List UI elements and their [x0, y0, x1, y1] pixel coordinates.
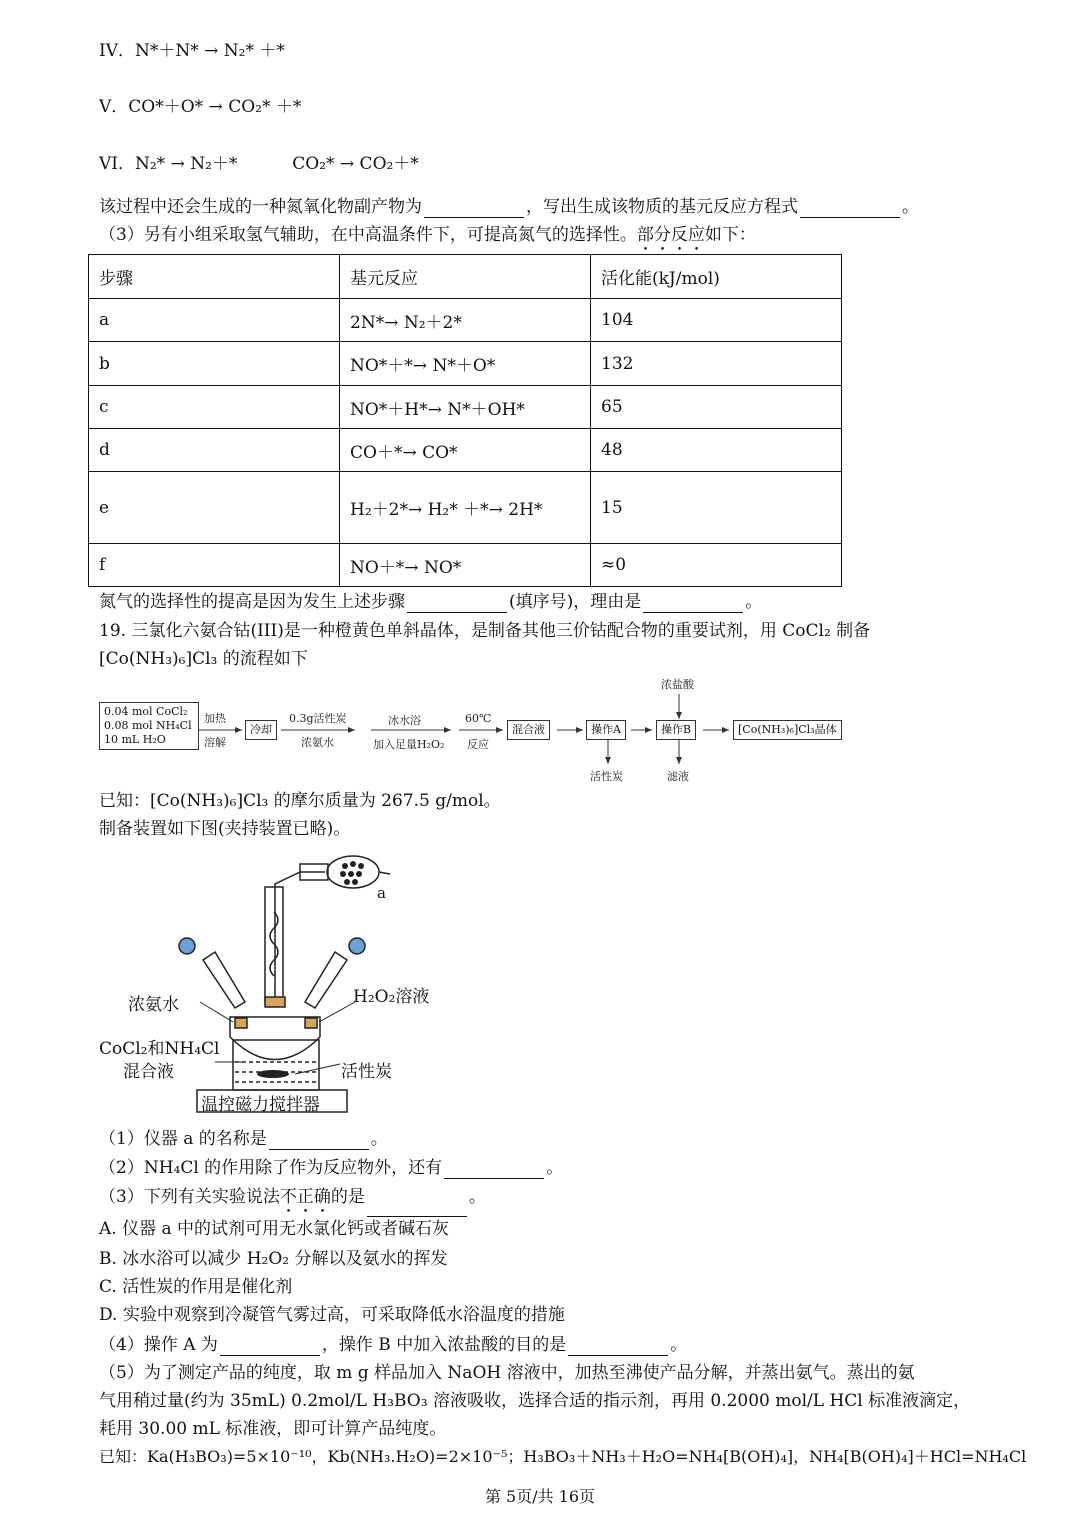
th-step: 步骤: [89, 255, 340, 299]
q3-ans-a: 氮气的选择性的提高是因为发生上述步骤: [99, 592, 405, 612]
q2-text: （2）NH₄Cl 的作用除了作为反应物外，还有: [99, 1158, 443, 1178]
cell-energy: 132: [591, 342, 842, 386]
cell-energy: 48: [591, 429, 842, 472]
q3b-line: （3）下列有关实验说法不正确的是 。: [99, 1186, 486, 1217]
q3-intro-a: （3）另有小组采取氢气辅助，在中高温条件下，可提高氮气的选择性。: [99, 225, 637, 245]
label-a: a: [377, 884, 386, 902]
th-reaction: 基元反应: [340, 255, 591, 299]
cell-energy: 104: [591, 299, 842, 342]
byproduct-q-a: 该过程中还会生成的一种氮氧化物副产物为: [99, 197, 422, 217]
q1-line: （1）仪器 a 的名称是 。: [99, 1129, 388, 1149]
cell-reaction: H₂＋2*→ H₂* ＋*→ 2H*: [340, 472, 591, 544]
cell-reaction: NO＋*→ NO*: [340, 544, 591, 587]
label-stirrer: 温控磁力搅拌器: [201, 1095, 320, 1115]
answer-blank[interactable]: [220, 1339, 320, 1356]
answer-blank[interactable]: [643, 596, 743, 613]
q3b-a: （3）下列有关实验说法: [99, 1187, 280, 1207]
step-vi: [99, 153, 419, 175]
q1-text: （1）仪器 a 的名称是: [99, 1129, 267, 1149]
cell-reaction: NO*＋H*→ N*＋OH*: [340, 386, 591, 429]
box-opB: 操作B: [656, 720, 696, 740]
cell-reaction: NO*＋*→ N*＋O*: [340, 342, 591, 386]
cell-energy: 15: [591, 472, 842, 544]
arrow2-bot: 浓氨水: [301, 736, 334, 749]
table-row: [89, 429, 842, 472]
cell-step: f: [89, 544, 340, 587]
th-energy: 活化能(kJ/mol): [591, 255, 842, 299]
known-molar-mass: 已知：[Co(NH₃)₆]Cl₃ 的摩尔质量为 267.5 g/mol。: [99, 791, 501, 811]
label-ammonia: 浓氨水: [128, 995, 179, 1015]
start-1: 0.04 mol CoCl₂: [104, 705, 188, 718]
q3-intro-emph: 部分反应: [636, 225, 705, 245]
q3-intro-c: 如下：: [704, 225, 756, 245]
label-filtrate: 滤液: [667, 770, 689, 783]
q5-line1: （5）为了测定产品的纯度，取 m g 样品加入 NaOH 溶液中，加热至沸使产品分解，并蒸出氨气。蒸出的氨: [99, 1363, 915, 1383]
table-header-row: [89, 255, 842, 299]
label-carbon: 活性炭: [590, 770, 623, 783]
step-v: V．CO*＋O* → CO₂* ＋*: [99, 97, 302, 117]
table-row: [89, 386, 842, 429]
step-vi-a: VI．N₂* → N₂＋*: [99, 154, 238, 174]
arrow3-bot: 加入足量H₂O₂: [373, 738, 445, 751]
option-a: A. 仪器 a 中的试剂可用无水氯化钙或者碱石灰: [99, 1219, 450, 1239]
cell-energy: ≈0: [591, 544, 842, 587]
cell-reaction: 2N*→ N₂＋2*: [340, 299, 591, 342]
cell-step: d: [89, 429, 340, 472]
box-mix: 混合液: [507, 720, 550, 740]
q4-line: （4）操作 A 为 ，操作 B 中加入浓盐酸的目的是 。: [99, 1335, 688, 1355]
table-row: [89, 342, 842, 386]
arrow1-top: 加热: [204, 712, 226, 725]
label-acid: 浓盐酸: [661, 678, 694, 691]
answer-blank[interactable]: [424, 201, 524, 218]
label-mix2: 混合液: [123, 1062, 174, 1082]
start-box: [99, 702, 199, 750]
q3-ans-b: (填序号)，理由是: [509, 592, 642, 612]
answer-blank[interactable]: [800, 201, 900, 218]
q19-line2: [Co(NH₃)₆]Cl₃ 的流程如下: [99, 649, 308, 669]
label-h2o2: H₂O₂溶液: [353, 987, 430, 1007]
answer-blank[interactable]: [568, 1339, 668, 1356]
q5-line3: 耗用 30.00 mL 标准液，即可计算产品纯度。: [99, 1419, 447, 1439]
flow-diagram: [99, 674, 859, 784]
q2-line: （2）NH₄Cl 的作用除了作为反应物外，还有 。: [99, 1158, 564, 1178]
q5-line2: 气用稍过量(约为 35mL) 0.2mol/L H₃BO₃ 溶液吸收，选择合适的指示剂，再用 0.2000 mol/L HCl 标准液滴定，: [99, 1391, 971, 1411]
arrow1-bot: 溶解: [204, 736, 226, 749]
option-b: B. 冰水浴可以减少 H₂O₂ 分解以及氨水的挥发: [99, 1249, 448, 1269]
answer-blank[interactable]: [367, 1200, 467, 1217]
start-2: 0.08 mol NH₄Cl: [104, 719, 192, 732]
table-row: [89, 299, 842, 342]
reaction-table: [88, 254, 842, 587]
page-footer: 第 5页/共 16页: [484, 1487, 596, 1506]
q4-a: （4）操作 A 为: [99, 1335, 218, 1355]
box-cool: 冷却: [245, 720, 277, 740]
cell-reaction: CO＋*→ CO*: [340, 429, 591, 472]
option-d: D. 实验中观察到冷凝管气雾过高，可采取降低水浴温度的措施: [99, 1305, 565, 1325]
box-opA: 操作A: [586, 720, 626, 740]
arrow2-top: 0.3g活性炭: [289, 712, 347, 725]
answer-blank[interactable]: [269, 1133, 369, 1150]
q3-answer-line: 氮气的选择性的提高是因为发生上述步骤 (填序号)，理由是 。: [99, 592, 763, 612]
known-apparatus: 制备装置如下图(夹持装置已略)。: [99, 819, 351, 839]
start-3: 10 mL H₂O: [104, 733, 166, 746]
apparatus-figure: [95, 852, 455, 1114]
q3b-emph: 不正确: [279, 1187, 331, 1207]
option-c: C. 活性炭的作用是催化剂: [99, 1277, 293, 1297]
q3-intro: [99, 224, 756, 255]
cell-step: c: [89, 386, 340, 429]
answer-blank[interactable]: [407, 596, 507, 613]
byproduct-question: 该过程中还会生成的一种氮氧化物副产物为 ，写出生成该物质的基元反应方程式 。: [99, 197, 919, 217]
table-row: [89, 544, 842, 587]
label-mix1: CoCl₂和NH₄Cl: [99, 1039, 220, 1059]
step-vi-b: CO₂* → CO₂＋*: [292, 154, 419, 174]
arrow4-bot: 反应: [467, 738, 489, 751]
cell-energy: 65: [591, 386, 842, 429]
step-iv: IV．N*＋N* → N₂* ＋*: [99, 41, 285, 61]
cell-step: e: [89, 472, 340, 544]
q3b-c: 的是: [330, 1187, 365, 1207]
answer-blank[interactable]: [444, 1162, 544, 1179]
box-product: [Co(NH₃)₆]Cl₃晶体: [733, 720, 842, 740]
known-constants: 已知：Ka(H₃BO₃)=5×10⁻¹⁰，Kb(NH₃.H₂O)=2×10⁻⁵；H₃BO₃＋NH₃＋H₂O=NH₄[B(OH)₄]，NH₄[B(OH)₄]＋HCl=NH₄Cl: [99, 1447, 1027, 1466]
cell-step: a: [89, 299, 340, 342]
byproduct-q-b: ，写出生成该物质的基元反应方程式: [526, 197, 798, 217]
table-row: [89, 472, 842, 544]
arrow4-top: 60℃: [465, 712, 492, 725]
q4-b: ，操作 B 中加入浓盐酸的目的是: [321, 1335, 567, 1355]
label-carbon: 活性炭: [341, 1062, 392, 1082]
q19-line1: 19. 三氯化六氨合钴(III)是一种橙黄色单斜晶体，是制备其他三价钴配合物的重要试剂，用 CoCl₂ 制备: [99, 621, 871, 641]
arrow3-top: 冰水浴: [388, 714, 421, 727]
cell-step: b: [89, 342, 340, 386]
